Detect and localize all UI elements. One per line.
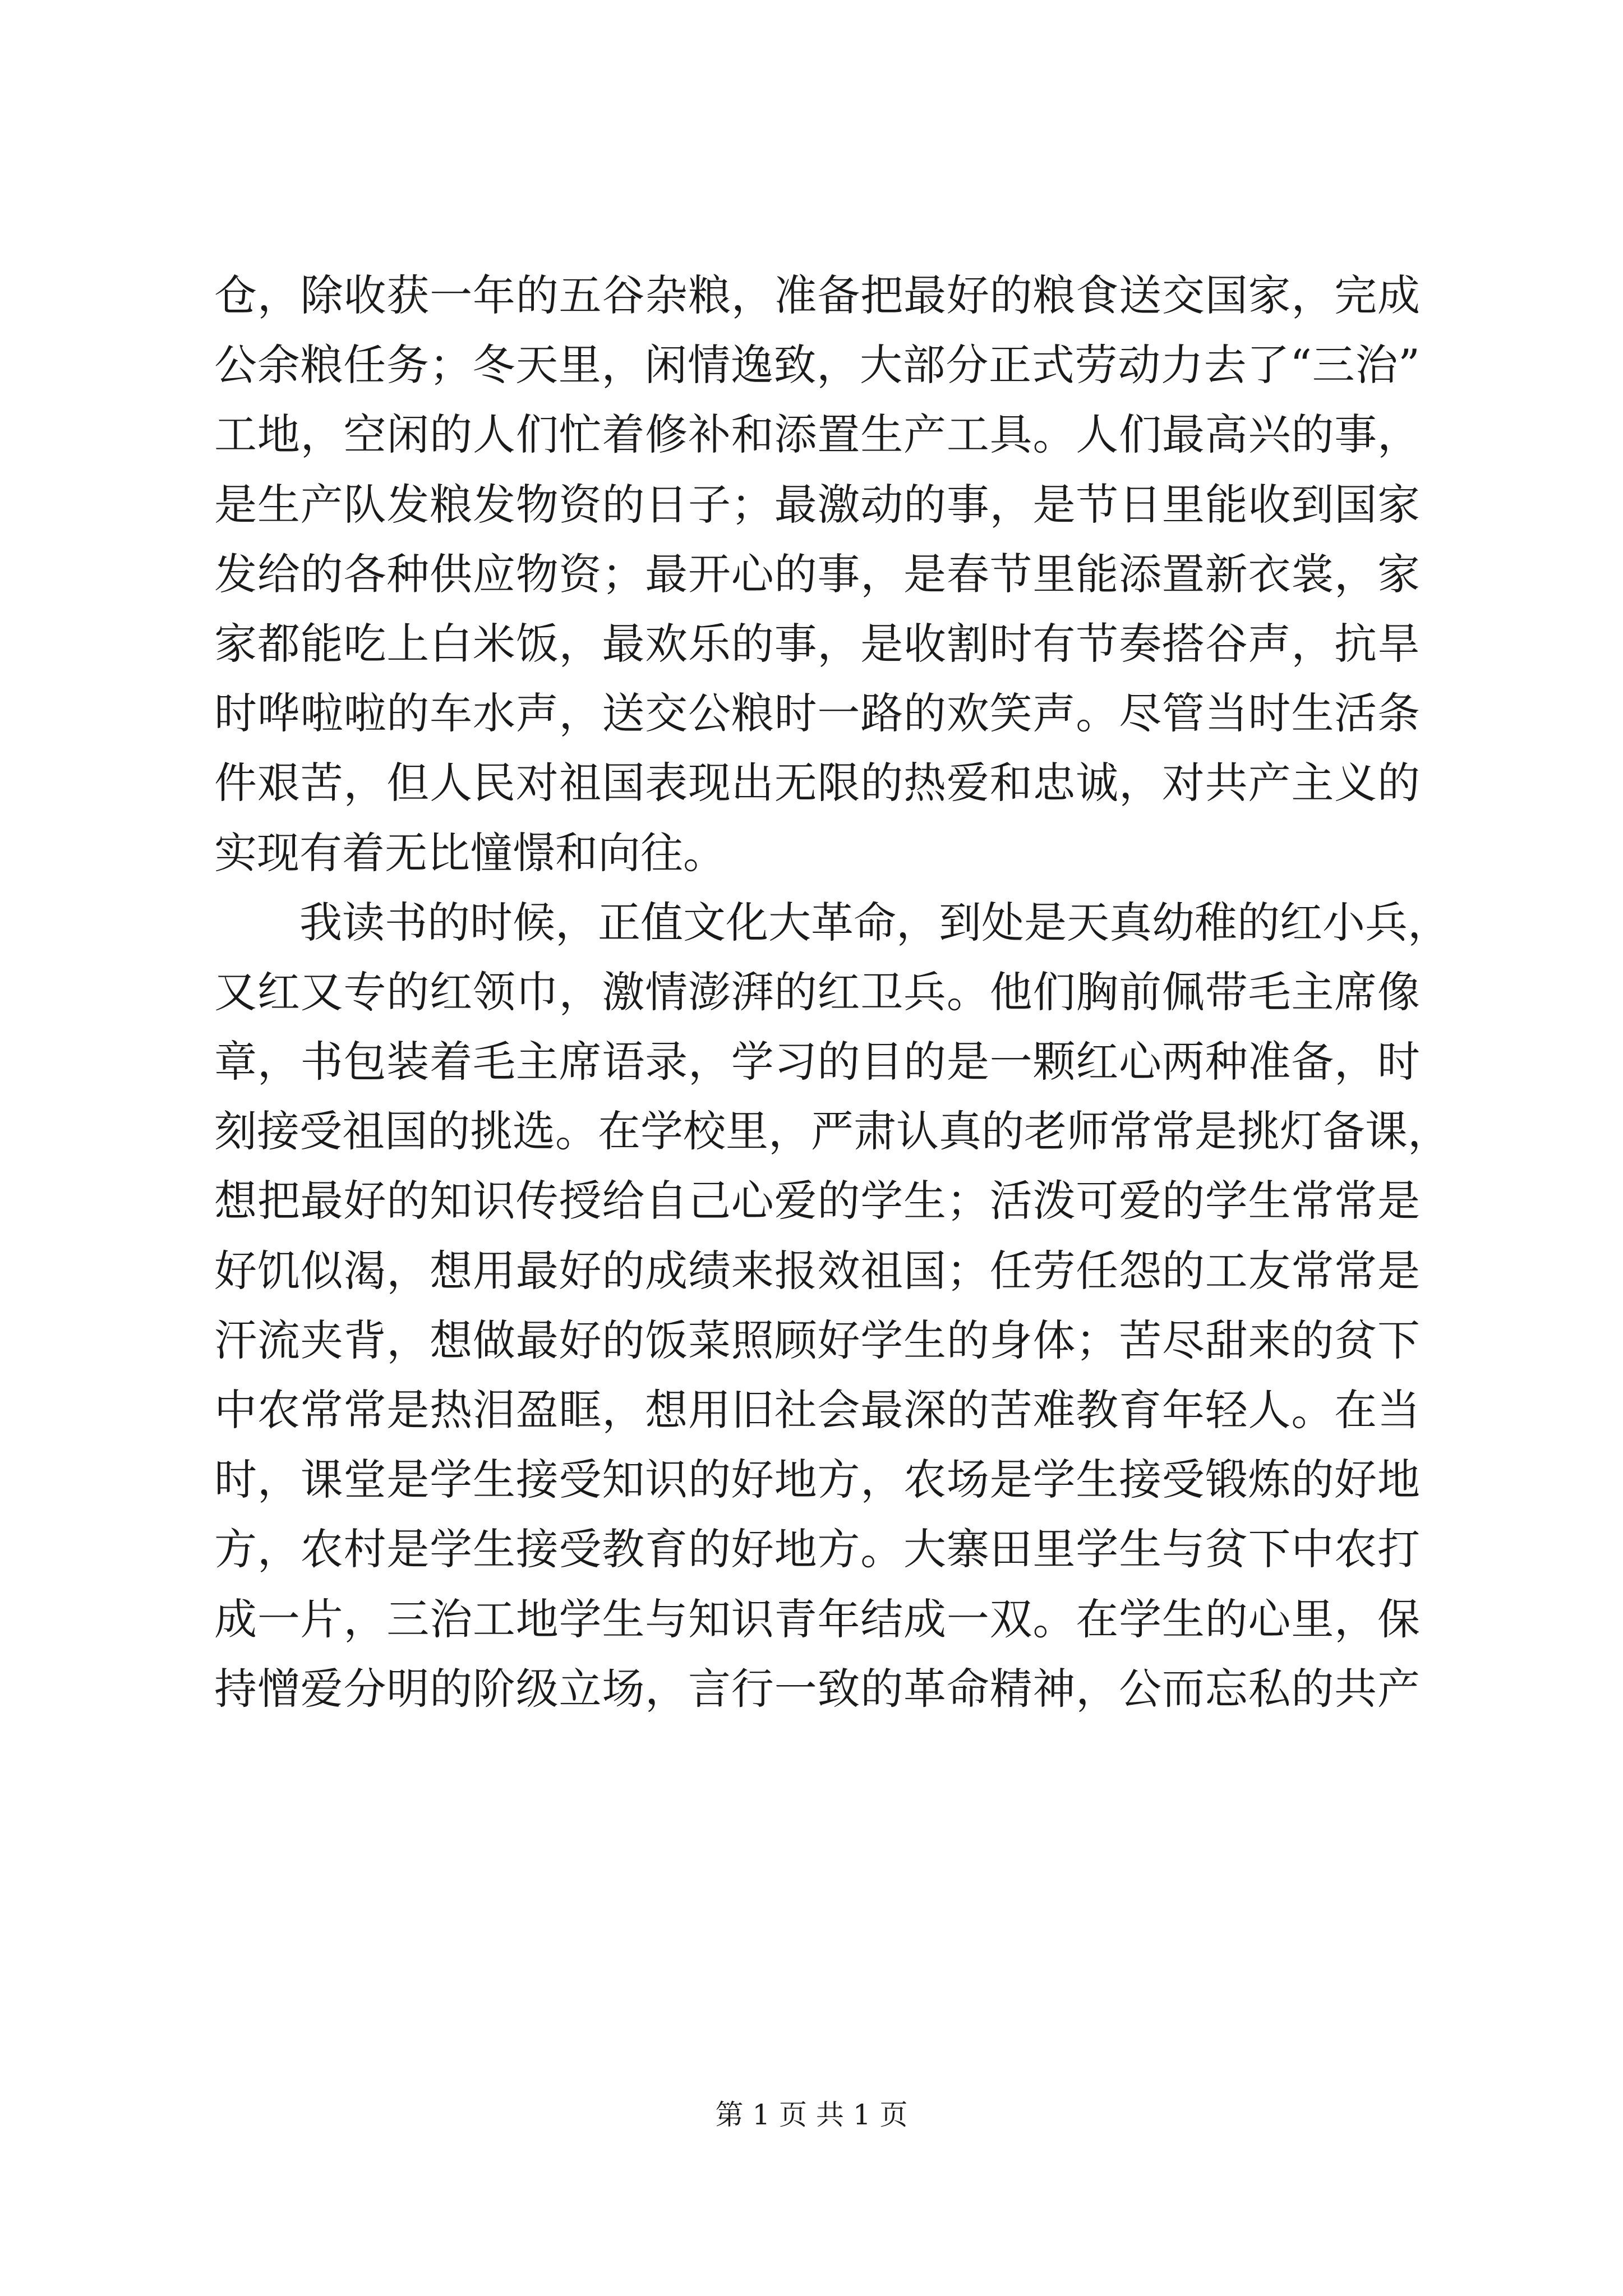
text-line: 时，课堂是学生接受知识的好地方，农场是学生接受锻炼的好地 (214, 1455, 1420, 1505)
text-line: 持憎爱分明的阶级立场，言行一致的革命精神，公而忘私的共产 (214, 1663, 1420, 1714)
text-line: 时哗啦啦的车水声，送交公粮时一路的欢笑声。尽管当时生活条 (214, 688, 1420, 739)
text-line: 汗流夹背，想做最好的饭菜照顾好学生的身体；苦尽甜来的贫下 (214, 1315, 1420, 1365)
paragraph-2 (214, 888, 1450, 1724)
body-text (214, 261, 1450, 1724)
paragraph-1 (214, 261, 1420, 888)
text-line: 想把最好的知识传授给自己心爱的学生；活泼可爱的学生常常是 (214, 1176, 1420, 1226)
text-line: 家都能吃上白米饭，最欢乐的事，是收割时有节奏搭谷声，抗旱 (214, 618, 1420, 669)
text-line: 件艰苦，但人民对祖国表现出无限的热爱和忠诚，对共产主义的 (214, 758, 1420, 808)
text-line: 刻接受祖国的挑选。在学校里，严肃认真的老师常常是挑灯备课， (214, 1106, 1450, 1157)
text-line: 公余粮任务；冬天里，闲情逸致，大部分正式劳动力去了“三治” (214, 340, 1420, 390)
text-line: 实现有着无比憧憬和向往。 (214, 827, 726, 878)
text-line: 发给的各种供应物资；最开心的事，是春节里能添置新衣裳，家 (214, 549, 1420, 599)
page-footer: 第 1 页 共 1 页 (715, 2099, 908, 2131)
text-line: 又红又专的红领巾，激情澎湃的红卫兵。他们胸前佩带毛主席像 (214, 967, 1420, 1017)
text-line: 好饥似渴，想用最好的成绩来报效祖国；任劳任怨的工友常常是 (214, 1245, 1420, 1296)
text-line: 工地，空闲的人们忙着修补和添置生产工具。人们最高兴的事， (214, 409, 1420, 460)
text-line: 是生产队发粮发物资的日子；最激动的事，是节日里能收到国家 (214, 479, 1420, 530)
text-line: 成一片，三治工地学生与知识青年结成一双。在学生的心里，保 (214, 1594, 1420, 1644)
text-line: 章，书包装着毛主席语录，学习的目的是一颗红心两种准备，时 (214, 1037, 1420, 1087)
text-line: 仓，除收获一年的五谷杂粮，准备把最好的粮食送交国家，完成 (214, 270, 1420, 320)
text-line: 中农常常是热泪盈眶，想用旧社会最深的苦难教育年轻人。在当 (214, 1385, 1420, 1435)
text-line: 方，农村是学生接受教育的好地方。大寨田里学生与贫下中农打 (214, 1524, 1420, 1575)
text-line: 我读书的时候，正值文化大革命，到处是天真幼稚的红小兵， (299, 897, 1450, 947)
